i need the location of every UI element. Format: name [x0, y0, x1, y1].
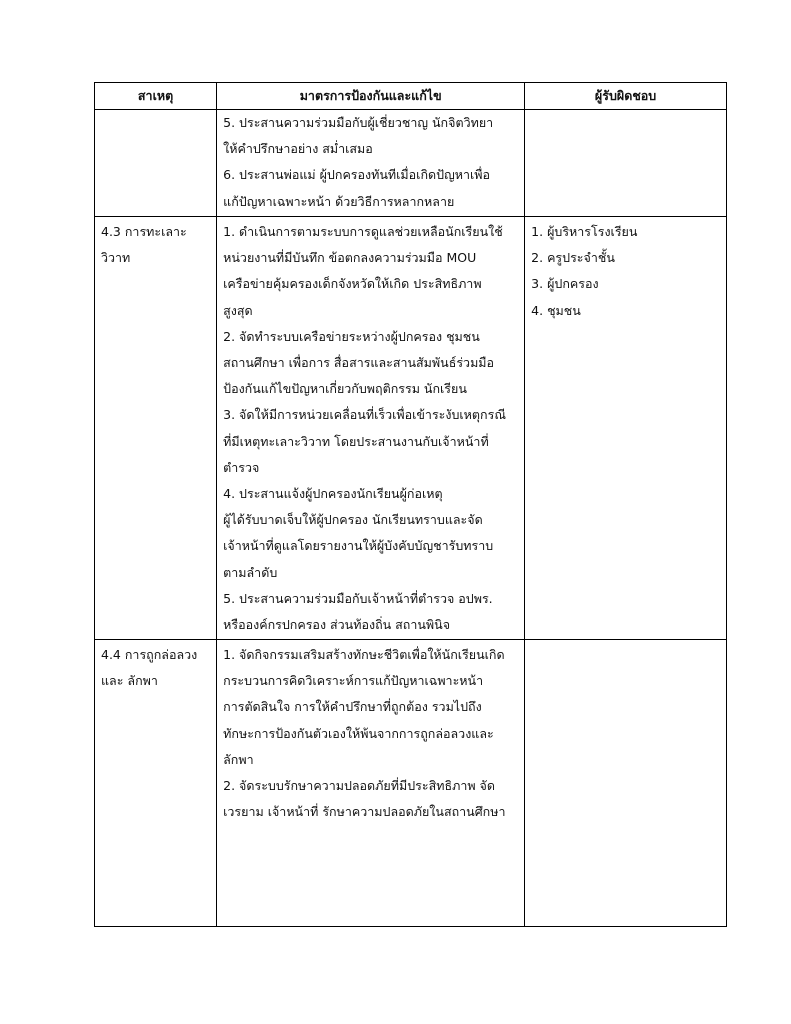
- measure-line: เจ้าหน้าที่ดูแลโดยรายงานให้ผู้บังคับบัญชารับทราบ: [223, 538, 494, 554]
- cause-cell: [95, 217, 217, 640]
- responsible-line: 2. ครูประจำชั้น: [531, 250, 615, 266]
- table-header-row: [95, 83, 727, 110]
- measures-cell: [217, 110, 525, 217]
- measure-line: 6. ประสานพ่อแม่ ผู้ปกครองทันทีเมื่อเกิดปัญหาเพื่อ: [223, 167, 490, 183]
- cause-line: 4.4 การถูกล่อลวง: [101, 647, 198, 662]
- measure-line: ป้องกันแก้ไขปัญหาเกี่ยวกับพฤติกรรม นักเรียน: [223, 381, 467, 397]
- cause-line: วิวาท: [101, 250, 131, 266]
- header-cause: สาเหตุ: [95, 83, 217, 110]
- measure-line: 1. จัดกิจกรรมเสริมสร้างทักษะชีวิตเพื่อให้นักเรียนเกิด: [223, 647, 505, 662]
- measure-line: 2. จัดระบบรักษาความปลอดภัยที่มีประสิทธิภาพ จัด: [223, 778, 495, 794]
- cause-cell: [95, 110, 217, 217]
- measure-line: 2. จัดทำระบบเครือข่ายระหว่างผู้ปกครอง ชุมชน: [223, 328, 480, 344]
- responsible-cell: [525, 110, 727, 217]
- measure-line: สถานศึกษา เพื่อการ สื่อสารและสานสัมพันธ์ร่วมมือ: [223, 355, 495, 371]
- measure-line: 1. ดำเนินการตามระบบการดูแลช่วยเหลือนักเรียนใช้: [223, 224, 503, 239]
- responsible-cell: [525, 640, 727, 927]
- measure-line: ลักพา: [223, 751, 254, 767]
- cause-line: และ ลักพา: [101, 673, 158, 689]
- responsible-line: 4. ชุมชน: [531, 302, 581, 318]
- responsible-line: 3. ผู้ปกครอง: [531, 276, 599, 292]
- measure-line: ให้คำปรึกษาอย่าง สม่ำเสมอ: [223, 141, 373, 157]
- measure-line: กระบวนการคิดวิเคราะห์การแก้ปัญหาเฉพาะหน้า: [223, 673, 484, 689]
- measure-line: 4. ประสานแจ้งผู้ปกครองนักเรียนผู้ก่อเหตุ: [223, 486, 443, 502]
- measure-line: ตำรวจ: [223, 459, 260, 475]
- measure-line: ทักษะการป้องกันตัวเองให้พ้นจากการถูกล่อลวงและ: [223, 725, 494, 741]
- cause-cell: [95, 640, 217, 927]
- measure-line: หรือองค์กรปกครอง ส่วนท้องถิ่น สถานพินิจ: [223, 617, 451, 633]
- responsible-cell: [525, 217, 727, 640]
- responsible-line: 1. ผู้บริหารโรงเรียน: [531, 224, 638, 239]
- measure-line: เครือข่ายคุ้มครองเด็กจังหวัดให้เกิด ประสิทธิภาพ: [223, 276, 482, 292]
- cause-line: 4.3 การทะเลาะ: [101, 224, 187, 239]
- table-row: [95, 640, 727, 927]
- measure-line: ที่มีเหตุทะเลาะวิวาท โดยประสานงานกับเจ้าหน้าที่: [223, 433, 489, 449]
- measures-cell: [217, 217, 525, 640]
- measure-line: เวรยาม เจ้าหน้าที่ รักษาความปลอดภัยในสถานศึกษา: [223, 804, 506, 820]
- measure-line: ผู้ได้รับบาดเจ็บให้ผู้ปกครอง นักเรียนทราบและจัด: [223, 512, 483, 528]
- header-measures: มาตรการป้องกันและแก้ไข: [217, 83, 525, 110]
- measure-line: 5. ประสานความร่วมมือกับเจ้าหน้าที่ตำรวจ อปพร.: [223, 590, 493, 606]
- table-row: [95, 110, 727, 217]
- measure-line: ตามลำดับ: [223, 564, 278, 580]
- measures-table: [94, 82, 727, 927]
- measure-line: แก้ปัญหาเฉพาะหน้า ด้วยวิธีการหลากหลาย: [223, 193, 455, 209]
- measure-line: 3. จัดให้มีการหน่วยเคลื่อนที่เร็วเพื่อเข้าระงับเหตุกรณี: [223, 407, 506, 423]
- measure-line: หน่วยงานที่มีบันทึก ข้อตกลงความร่วมมือ MOU: [223, 250, 477, 266]
- measure-line: สูงสุด: [223, 302, 253, 318]
- header-responsible: ผู้รับผิดชอบ: [525, 83, 727, 110]
- measure-line: 5. ประสานความร่วมมือกับผู้เชี่ยวชาญ นักจิตวิทยา: [223, 115, 494, 130]
- table-row: [95, 217, 727, 640]
- measures-cell: [217, 640, 525, 927]
- measure-line: การตัดสินใจ การให้คำปรึกษาที่ถูกต้อง รวมไปถึง: [223, 699, 482, 715]
